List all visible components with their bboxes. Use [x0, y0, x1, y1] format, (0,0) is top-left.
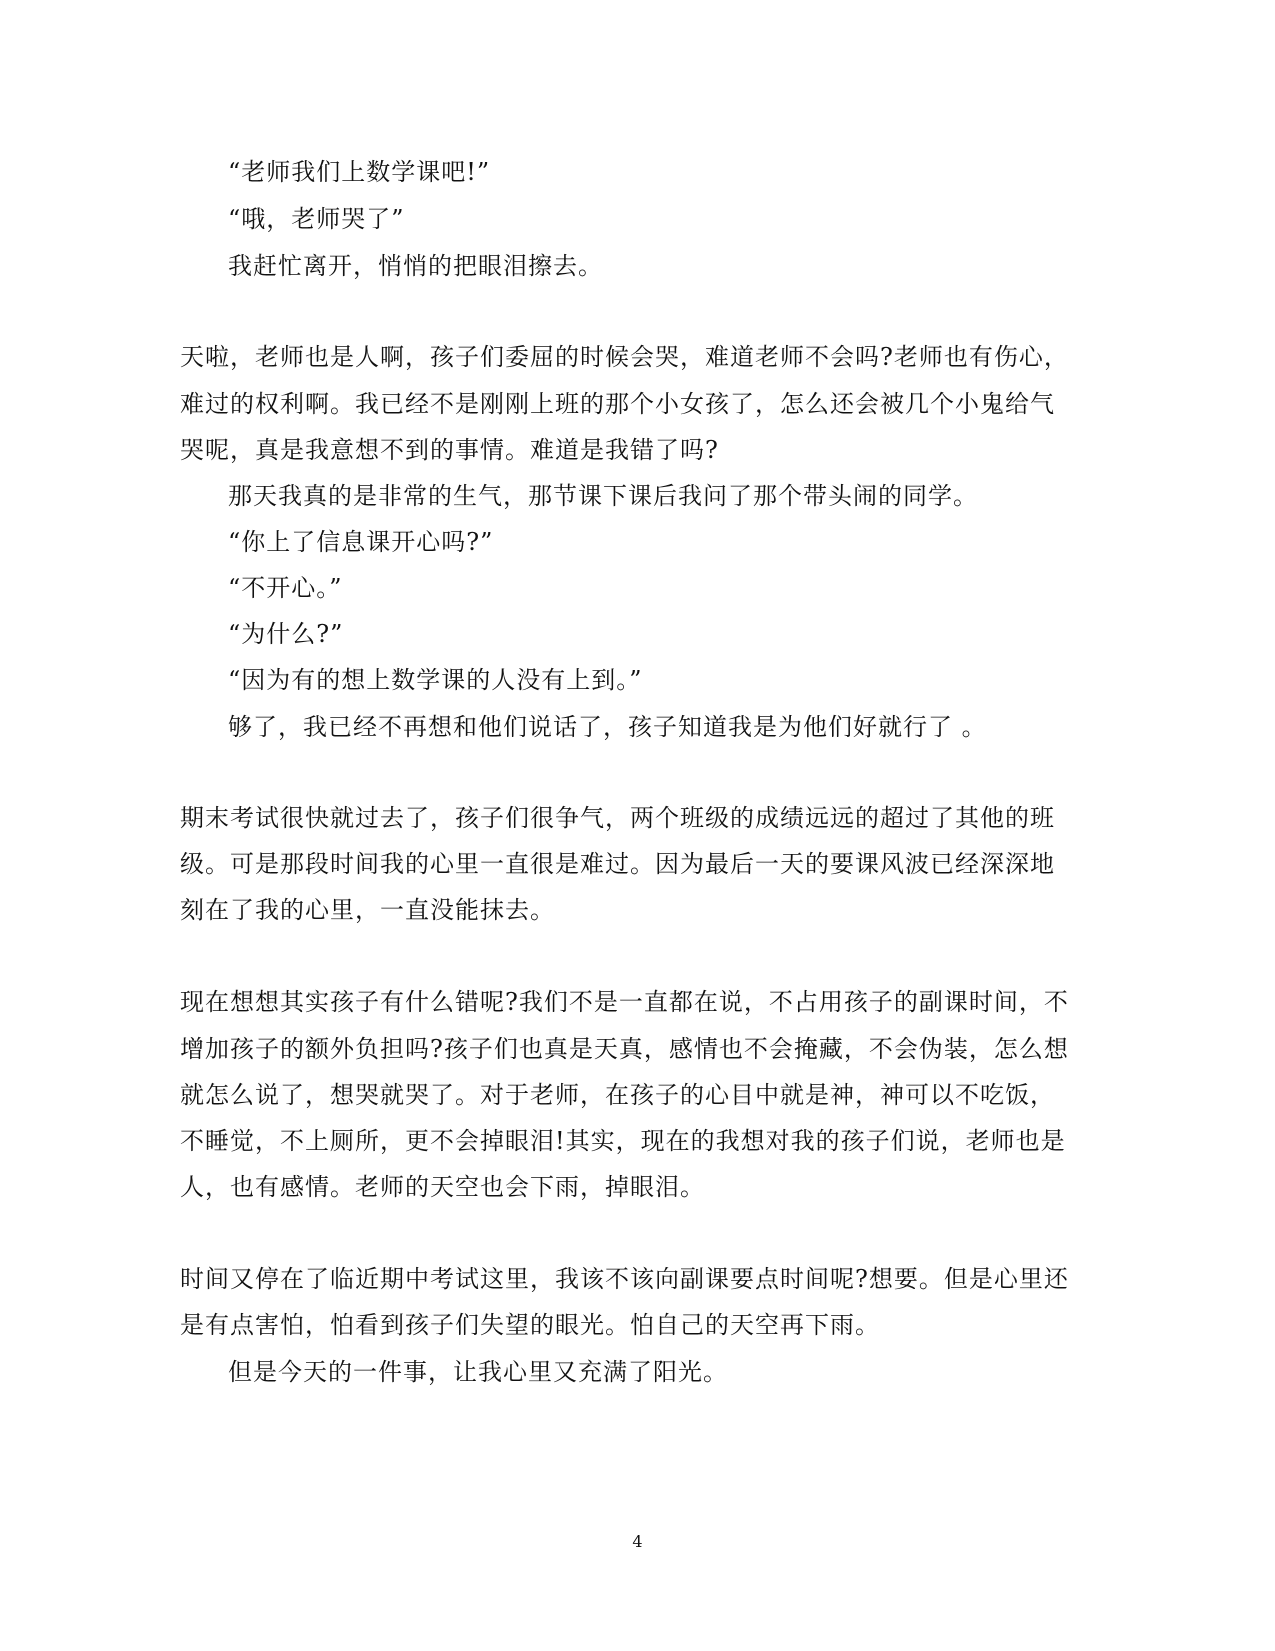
- text-line: 那天我真的是非常的生气，那节课下课后我问了那个带头闹的同学。: [228, 482, 978, 510]
- text-line: 够了，我已经不再想和他们说话了，孩子知道我是为他们好就行了 。: [228, 713, 987, 741]
- text-line: 现在想想其实孩子有什么错呢?我们不是一直都在说，不占用孩子的副课时间，不: [180, 988, 1069, 1016]
- text-line: 不睡觉，不上厕所，更不会掉眼泪!其实，现在的我想对我的孩子们说，老师也是: [180, 1127, 1066, 1155]
- text-line: 但是今天的一件事，让我心里又充满了阳光。: [228, 1358, 728, 1386]
- text-line: “为什么?”: [228, 620, 344, 648]
- text-line: 级。可是那段时间我的心里一直很是难过。因为最后一天的要课风波已经深深地: [180, 850, 1055, 878]
- text-line: 就怎么说了，想哭就哭了。对于老师，在孩子的心目中就是神，神可以不吃饭，: [180, 1081, 1055, 1109]
- text-line: “你上了信息课开心吗?”: [228, 528, 494, 556]
- text-line: 是有点害怕，怕看到孩子们失望的眼光。怕自己的天空再下雨。: [180, 1311, 880, 1339]
- text-line: 人，也有感情。老师的天空也会下雨，掉眼泪。: [180, 1173, 705, 1201]
- text-line: “不开心。”: [228, 574, 343, 602]
- text-line: 时间又停在了临近期中考试这里，我该不该向副课要点时间呢?想要。但是心里还: [180, 1265, 1069, 1293]
- text-line: 难过的权利啊。我已经不是刚刚上班的那个小女孩了，怎么还会被几个小鬼给气: [180, 390, 1055, 418]
- text-line: 我赶忙离开，悄悄的把眼泪擦去。: [228, 252, 603, 280]
- page-number: 4: [632, 1532, 643, 1551]
- text-line: 哭呢，真是我意想不到的事情。难道是我错了吗?: [180, 436, 719, 464]
- text-line: 增加孩子的额外负担吗?孩子们也真是天真，感情也不会掩藏，不会伪装，怎么想: [180, 1035, 1069, 1063]
- text-line: “哦，老师哭了”: [228, 205, 405, 233]
- text-line: 天啦，老师也是人啊，孩子们委屈的时候会哭，难道老师不会吗?老师也有伤心，: [180, 343, 1069, 371]
- text-line: “老师我们上数学课吧!”: [228, 158, 491, 186]
- text-line: 期末考试很快就过去了，孩子们很争气，两个班级的成绩远远的超过了其他的班: [180, 804, 1055, 832]
- text-line: “因为有的想上数学课的人没有上到。”: [228, 666, 643, 694]
- text-line: 刻在了我的心里，一直没能抹去。: [180, 896, 555, 924]
